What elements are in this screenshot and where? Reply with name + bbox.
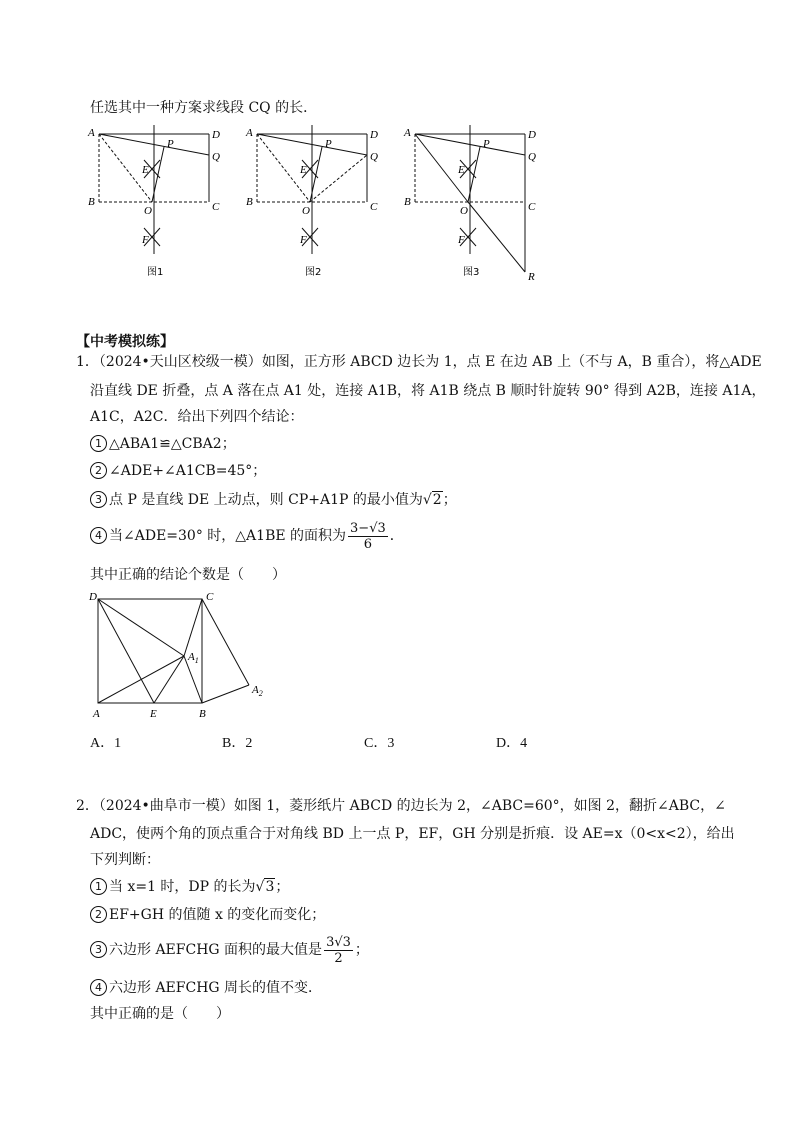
svg-text:A: A (404, 127, 411, 139)
fraction-q1: $\frac{3-√3}{6}$ (350, 520, 386, 552)
q2-line1 (76, 796, 726, 816)
svg-text:D: D (370, 129, 378, 141)
svg-text:A2: $A_2$ (252, 684, 263, 698)
q1-number: 1． (76, 354, 99, 370)
svg-text:B: B (88, 196, 95, 208)
svg-text:Q: Q (370, 151, 378, 163)
q1-statement-1: 1 △ABA1≌△CBA2； (90, 434, 236, 454)
svg-text:E: E (458, 164, 465, 176)
q2-statement-2: 2 EF+GH 的值随 x 的变化而变化； (90, 905, 325, 925)
svg-text:E: E (150, 708, 157, 720)
q2-statement-4: 4 六边形 AEFCHG 周长的值不变． (90, 978, 322, 998)
svg-text:Q: Q (528, 151, 536, 163)
svg-text:A1: $A_1$ (188, 651, 199, 665)
q1-text1: 如图，正方形 ABCD 边长为 1，点 E 在边 AB 上（不与 A，B 重合），将△ADE (261, 354, 762, 370)
svg-text:R: R (528, 271, 535, 283)
circled-4-icon: 4 (90, 979, 107, 996)
q1-figure-labels (88, 591, 263, 720)
circled-2-icon: 2 (90, 906, 107, 923)
fraction-q2: $\frac{3√3}{2}$ (326, 934, 351, 966)
svg-text:F: F (300, 234, 307, 246)
figure-1-caption: 图1 (147, 267, 164, 278)
q2-source: （2024•曲阜市一模） (98, 798, 234, 814)
q1-line2: 沿直线 DE 折叠，点 A 落在点 A1 处，连接 A1B，将 A1B 绕点 B 顺时针旋转 90° 得到 A2B，连接 A1A， (90, 383, 766, 399)
q1-statement-2: 2 ∠ADE+∠A1CB=45°； (90, 461, 266, 481)
q1-figure (84, 590, 274, 720)
svg-text:Q: Q (212, 151, 220, 163)
svg-text:E: E (142, 164, 149, 176)
svg-text:P: P (167, 138, 174, 150)
svg-text:P: P (325, 138, 332, 150)
sqrt-2: √2 (422, 492, 442, 508)
figure-3 (415, 125, 525, 272)
svg-text:F: F (142, 234, 149, 246)
svg-text:D: D (528, 129, 536, 141)
svg-text:B: B (404, 196, 411, 208)
q1-option-c[interactable]: C．3 (364, 736, 395, 751)
figure-3-caption: 图3 (463, 267, 480, 278)
circled-4-icon: 4 (90, 527, 107, 544)
circled-1-icon: 1 (90, 435, 107, 452)
svg-text:B: B (199, 708, 206, 720)
svg-text:C: C (528, 201, 536, 213)
q2-statement-1: 1 当 x=1 时，DP 的长为√3； (90, 877, 289, 897)
q1-option-b[interactable]: B．2 (222, 736, 253, 751)
q1-question: 其中正确的结论个数是（ ） (90, 567, 286, 583)
svg-text:C: C (370, 201, 378, 213)
circled-2-icon: 2 (90, 462, 107, 479)
q1-line1 (76, 352, 762, 372)
svg-text:O: O (302, 205, 310, 217)
q1-statement-3: 3 点 P 是直线 DE 上动点，则 CP+A1P 的最小值为√2； (90, 490, 457, 510)
svg-text:C: C (206, 591, 214, 603)
circled-3-icon: 3 (90, 491, 107, 508)
section-title: 【中考模拟练】 (76, 334, 174, 350)
q1-source: （2024•天山区校级一模） (98, 354, 262, 370)
q2-text1: 如图 1，菱形纸片 ABCD 的边长为 2，∠ABC=60°，如图 2，翻折∠ABC，∠ (233, 798, 726, 814)
q2-line3: 下列判断： (90, 852, 160, 868)
q2-statement-3: 3 六边形 AEFCHG 面积的最大值是 $\frac{3√3}{2}$ ； (90, 932, 369, 968)
q1-option-a[interactable]: A．1 (90, 736, 122, 751)
figure-2 (257, 125, 367, 254)
sqrt-3: √3 (255, 879, 275, 895)
figure-1 (99, 125, 209, 254)
svg-text:D: D (89, 591, 97, 603)
svg-text:O: O (144, 205, 152, 217)
svg-text:O: O (460, 205, 468, 217)
svg-text:E: E (300, 164, 307, 176)
q2-line2: ADC，使两个角的顶点重合于对角线 BD 上一点 P，EF，GH 分别是折痕．设 AE=x（0<x<2），给出 (90, 826, 735, 842)
q1-line3: A1C，A2C．给出下列四个结论： (90, 409, 304, 425)
figure-2-caption: 图2 (305, 267, 322, 278)
q2-number: 2． (76, 798, 99, 814)
svg-text:A: A (246, 127, 253, 139)
q2-question: 其中正确的是（ ） (90, 1006, 230, 1022)
svg-text:F: F (458, 234, 465, 246)
figure-row (84, 122, 564, 288)
circled-3-icon: 3 (90, 941, 107, 958)
svg-text:D: D (212, 129, 220, 141)
intro-text: 任选其中一种方案求线段 CQ 的长． (90, 100, 318, 116)
svg-text:B: B (246, 196, 253, 208)
svg-text:P: P (483, 138, 490, 150)
svg-text:C: C (212, 201, 220, 213)
q1-statement-4: 4 当∠ADE=30° 时，△A1BE 的面积为 $\frac{3-√3}{6}$ ． (90, 518, 404, 554)
svg-text:A: A (93, 708, 100, 720)
circled-1-icon: 1 (90, 878, 107, 895)
q1-option-d[interactable]: D．4 (496, 736, 528, 751)
svg-text:A: A (88, 127, 95, 139)
